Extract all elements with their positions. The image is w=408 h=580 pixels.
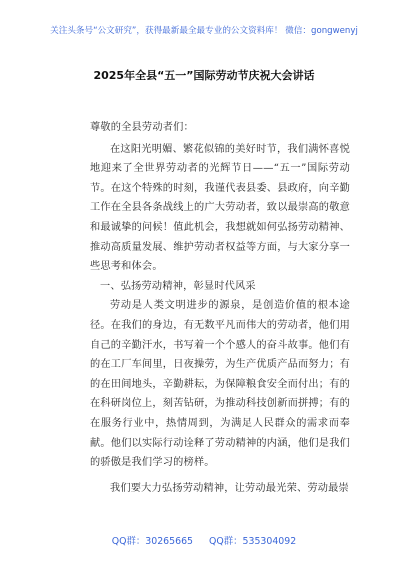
header-banner: 关注头条号“公文研究”，获得最新最全最专业的公文资料库！ 微信：gongwenyj bbox=[50, 26, 358, 36]
greeting: 尊敬的全县劳动者们： bbox=[90, 122, 194, 133]
document-body bbox=[90, 118, 350, 498]
footer-qq-group-2: QQ群：535304092 bbox=[209, 536, 297, 547]
footer-qq-group-1: QQ群：30265665 bbox=[111, 536, 194, 547]
footer bbox=[0, 533, 408, 547]
paragraph-continued: 我们要大力弘扬劳动精神，让劳动最光荣、劳动最崇 bbox=[110, 482, 349, 494]
page-title: 2025年全县“五一”国际劳动节庆祝大会讲话 bbox=[93, 69, 315, 82]
paragraph-intro: 在这阳光明媚、繁花似锦的美好时节，我们满怀喜悦地迎来了全世界劳动者的光辉节日——“五一”国际劳动节。在这个特殊的时刻，我谨代表县委、县政府，向辛勤工作在全县各条战线上的广大劳动者，致以最崇高的敬意和最诚挚的问候！值此机会，我想就如何弘扬劳动精神、推动高质量发展、维护劳动者权益等方面，与大家分享一些思考和体会。 bbox=[90, 143, 350, 273]
paragraph-labor-spirit: 劳动是人类文明进步的源泉，是创造价值的根本途径。在我们的身边，有无数平凡而伟大的劳动者，他们用自己的辛勤汗水，书写着一个个感人的奋斗故事。他们有的在工厂车间里，日夜操劳，为生产优质产品而努力；有的在田间地头，辛勤耕耘，为保障粮食安全而付出；有的在科研岗位上，刻苦钻研，为推动科技创新而拼搏；有的在服务行业中，热情周到，为满足人民群众的需求而奉献。他们以实际行动诠释了劳动精神的内涵，他们是我们的骄傲是我们学习的榜样。 bbox=[90, 300, 350, 469]
section-heading-1: 一、弘扬劳动精神，彰显时代风采 bbox=[100, 280, 256, 292]
